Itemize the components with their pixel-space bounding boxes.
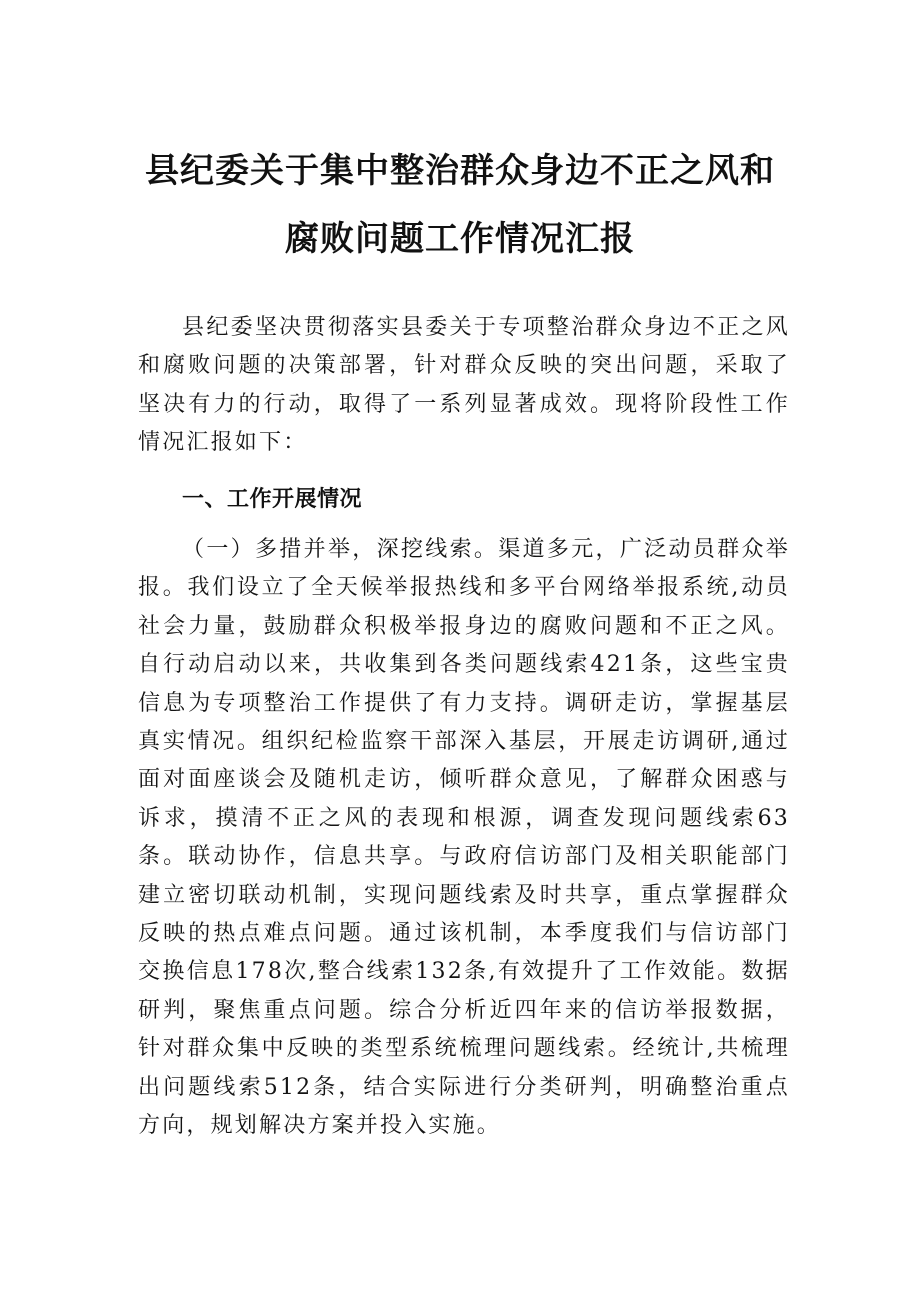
document-title-line-1: 县纪委关于集中整治群众身边不正之风和 xyxy=(145,151,775,191)
section-heading-work-progress: 一、工作开展情况 xyxy=(182,487,363,512)
intro-paragraph: 县纪委坚决贯彻落实县委关于专项整治群众身边不正之风和腐败问题的决策部署，针对群众反映的突出问题，采取了坚决有力的行动，取得了一系列显著成效。现将阶段性工作情况汇报如下： xyxy=(138,315,790,456)
document-title-line-2: 腐败问题工作情况汇报 xyxy=(285,219,635,259)
section-1-paragraph-1: （一）多措并举，深挖线索。渠道多元，广泛动员群众举报。我们设立了全天候举报热线和多平台网络举报系统,动员社会力量，鼓励群众积极举报身边的腐败问题和不正之风。自行动启动以来，共收集到各类问题线索421条，这些宝贵信息为专项整治工作提供了有力支持。调研走访，掌握基层真实情况。组织纪检监察干部深入基层，开展走访调研,通过面对面座谈会及随机走访，倾听群众意见，了解群众困惑与诉求，摸清不正之风的表现和根源，调查发现问题线索63条。联动协作，信息共享。与政府信访部门及相关职能部门建立密切联动机制，实现问题线索及时共享，重点掌握群众反映的热点难点问题。通过该机制，本季度我们与信访部门交换信息178次,整合线索132条,有效提升了工作效能。数据研判，聚焦重点问题。综合分析近四年来的信访举报数据，针对群众集中反映的类型系统梳理问题线索。经统计,共梳理出问题线索512条，结合实际进行分类研判，明确整治重点方向，规划解决方案并投入实施。 xyxy=(138,537,790,1139)
